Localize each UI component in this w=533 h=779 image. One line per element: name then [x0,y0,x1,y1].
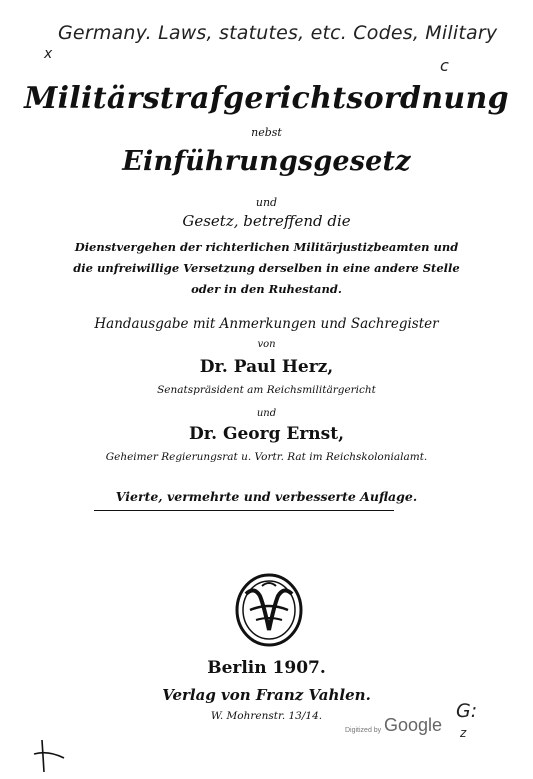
edition-statement: Vierte, vermehrte und verbesserte Auflage. [115,489,418,504]
gesetz-intro: Gesetz, betreffend die [182,212,351,230]
von-text: von [257,339,276,350]
publisher-emblem [234,572,304,648]
handwritten-c-mark: c [440,56,449,75]
nebst-text: nebst [251,126,282,139]
place-year: Berlin 1907. [207,658,326,678]
description-line-3: oder in den Ruhestand. [191,282,342,296]
publisher: Verlag von Franz Vahlen. [162,686,371,704]
author-2-name: Dr. Georg Ernst, [188,424,345,444]
und-text-1: und [255,196,278,209]
author-1-name: Dr. Paul Herz, [199,357,334,377]
und-text-2: und [256,408,277,419]
handausgabe-text: Handausgabe mit Anmerkungen und Sachregister [94,316,439,332]
main-title: Militärstrafgerichtsordnung [24,81,509,116]
handwritten-cross-mark [28,738,68,774]
author-1-title: Senatspräsident am Reichsmilitärgericht [157,384,376,396]
publisher-address: W. Mohrenstr. 13/14. [210,710,323,722]
digitized-by-text: Digitized by [345,727,382,734]
second-title: Einführungsgesetz [122,146,411,177]
google-watermark: Google [384,715,443,735]
handwritten-scribble: z [460,726,467,740]
handwritten-x-mark: x [44,46,53,62]
handwritten-catalog-note: Germany. Laws, statutes, etc. Codes, Military [58,22,498,44]
handwritten-g-mark: G: [456,700,478,722]
auflage-underline [94,510,394,511]
author-2-title: Geheimer Regierungsrat u. Vortr. Rat im Reichskolonialamt. [105,451,428,463]
description-line-1: Dienstvergehen der richterlichen Militärjustizbeamten und [74,240,459,254]
description-line-2: die unfreiwillige Versetzung derselben in eine andere Stelle [73,261,460,275]
